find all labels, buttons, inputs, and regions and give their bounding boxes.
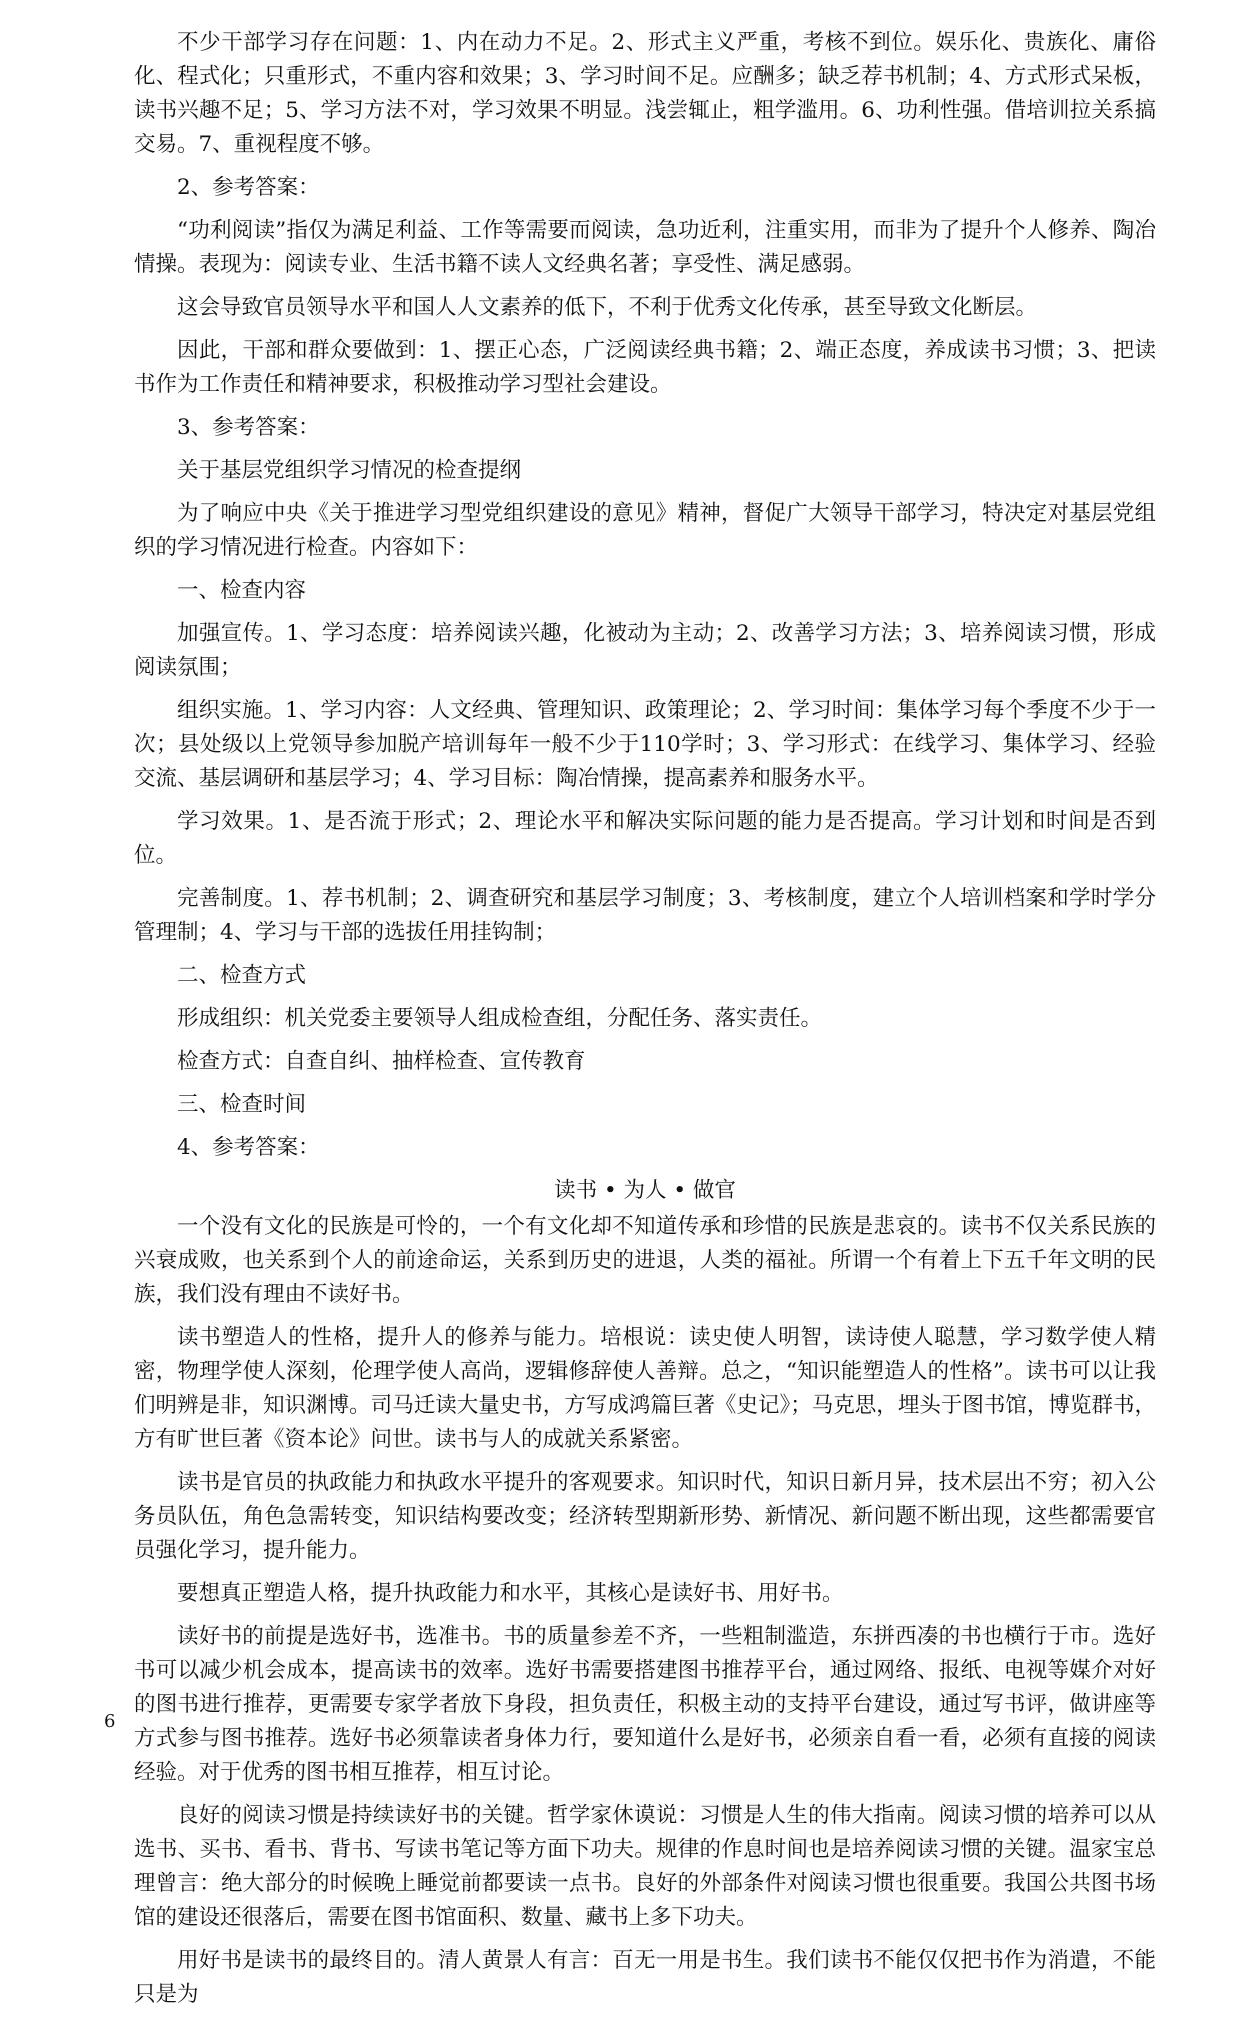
section-heading-method: 二、检查方式	[177, 963, 307, 988]
essay-paragraph: 要想真正塑造人格，提升执政能力和水平，其核心是读好书、用好书。	[177, 1581, 844, 1606]
essay-paragraph: 读书是官员的执政能力和执政水平提升的客观要求。知识时代，知识日新月异，技术层出不穷；初入公务员队伍，角色急需转变，知识结构要改变；经济转型期新形势、新情况、新问题不断出现，这些都需要官员强化学习，提升能力。	[134, 1470, 1156, 1563]
paragraph: 这会导致官员领导水平和国人人文素养的低下，不利于优秀文化传承，甚至导致文化断层。	[177, 295, 1038, 320]
essay-paragraph: 一个没有文化的民族是可怜的，一个有文化却不知道传承和珍惜的民族是悲哀的。读书不仅关系民族的兴衰成败，也关系到个人的前途命运，关系到历史的进退，人类的福祉。所谓一个有着上下五千年文明的民族，我们没有理由不读好书。	[134, 1214, 1156, 1307]
essay-paragraph: 读好书的前提是选好书，选准书。书的质量参差不齐，一些粗制滥造，东拼西凑的书也横行于市。选好书可以减少机会成本，提高读书的效率。选好书需要搭建图书推荐平台，通过网络、报纸、电视等媒介对好的图书进行推荐，更需要专家学者放下身段，担负责任，积极主动的支持平台建设，通过写书评，做讲座等方式参与图书推荐。选好书必须靠读者身体力行，要知道什么是好书，必须亲自看一看，必须有直接的阅读经验。对于优秀的图书相互推荐，相互讨论。	[134, 1624, 1156, 1785]
paragraph: 完善制度。1、荐书机制；2、调查研究和基层学习制度；3、考核制度，建立个人培训档案和学时学分管理制；4、学习与干部的选拔任用挂钩制；	[134, 886, 1156, 945]
essay-paragraph: 用好书是读书的最终目的。清人黄景人有言：百无一用是书生。我们读书不能仅仅把书作为消遣，不能只是为	[134, 1948, 1156, 2007]
essay-paragraph: 良好的阅读习惯是持续读好书的关键。哲学家休谟说：习惯是人生的伟大指南。阅读习惯的培养可以从选书、买书、看书、背书、写读书笔记等方面下功夫。规律的作息时间也是培养阅读习惯的关键。温家宝总理曾言：绝大部分的时候晚上睡觉前都要读一点书。良好的外部条件对阅读习惯也很重要。我国公共图书场馆的建设还很落后，需要在图书馆面积、数量、藏书上多下功夫。	[134, 1803, 1156, 1930]
section-heading-content: 一、检查内容	[177, 578, 307, 603]
essay-title: 读书 • 为人 • 做官	[554, 1178, 736, 1203]
paragraph: 为了响应中央《关于推进学习型党组织建设的意见》精神，督促广大领导干部学习，特决定对基层党组织的学习情况进行检查。内容如下：	[134, 501, 1156, 560]
paragraph: 检查方式：自查自纠、抽样检查、宣传教育	[177, 1049, 586, 1074]
essay-paragraph: 读书塑造人的性格，提升人的修养与能力。培根说：读史使人明智，读诗使人聪慧，学习数学使人精密，物理学使人深刻，伦理学使人高尚，逻辑修辞使人善辩。总之，“知识能塑造人的性格”。读书可以让我们明辨是非，知识渊博。司马迁读大量史书，方写成鸿篇巨著《史记》；马克思，埋头于图书馆，博览群书，方有旷世巨著《资本论》问世。读书与人的成就关系紧密。	[134, 1325, 1156, 1452]
paragraph: 组织实施。1、学习内容：人文经典、管理知识、政策理论；2、学习时间：集体学习每个季度不少于一次；县处级以上党领导参加脱产培训每年一般不少于110学时；3、学习形式：在线学习、集体学习、经验交流、基层调研和基层学习；4、学习目标：陶冶情操，提高素养和服务水平。	[134, 698, 1156, 791]
outline-title: 关于基层党组织学习情况的检查提纲	[177, 458, 522, 483]
section-heading-time: 三、检查时间	[177, 1092, 307, 1117]
paragraph: 学习效果。1、是否流于形式；2、理论水平和解决实际问题的能力是否提高。学习计划和时间是否到位。	[134, 809, 1156, 868]
paragraph: “功利阅读”指仅为满足利益、工作等需要而阅读，急功近利，注重实用，而非为了提升个人修养、陶冶情操。表现为：阅读专业、生活书籍不读人文经典名著；享受性、满足感弱。	[134, 218, 1156, 277]
document-page	[134, 26, 1156, 2021]
paragraph: 不少干部学习存在问题：1、内在动力不足。2、形式主义严重，考核不到位。娱乐化、贵族化、庸俗化、程式化；只重形式，不重内容和效果；3、学习时间不足。应酬多；缺乏荐书机制；4、方式形式呆板，读书兴趣不足；5、学习方法不对，学习效果不明显。浅尝辄止，粗学滥用。6、功利性强。借培训拉关系搞交易。7、重视程度不够。	[134, 30, 1156, 157]
page-number: 6	[104, 1711, 116, 1732]
paragraph: 因此，干部和群众要做到：1、摆正心态，广泛阅读经典书籍；2、端正态度，养成读书习惯；3、把读书作为工作责任和精神要求，积极推动学习型社会建设。	[134, 338, 1156, 397]
answer-heading-2: 2、参考答案：	[177, 175, 320, 200]
answer-heading-4: 4、参考答案：	[177, 1135, 320, 1160]
answer-heading-3: 3、参考答案：	[177, 415, 320, 440]
paragraph: 加强宣传。1、学习态度：培养阅读兴趣，化被动为主动；2、改善学习方法；3、培养阅读习惯，形成阅读氛围；	[134, 621, 1156, 680]
paragraph: 形成组织：机关党委主要领导人组成检查组，分配任务、落实责任。	[177, 1006, 823, 1031]
